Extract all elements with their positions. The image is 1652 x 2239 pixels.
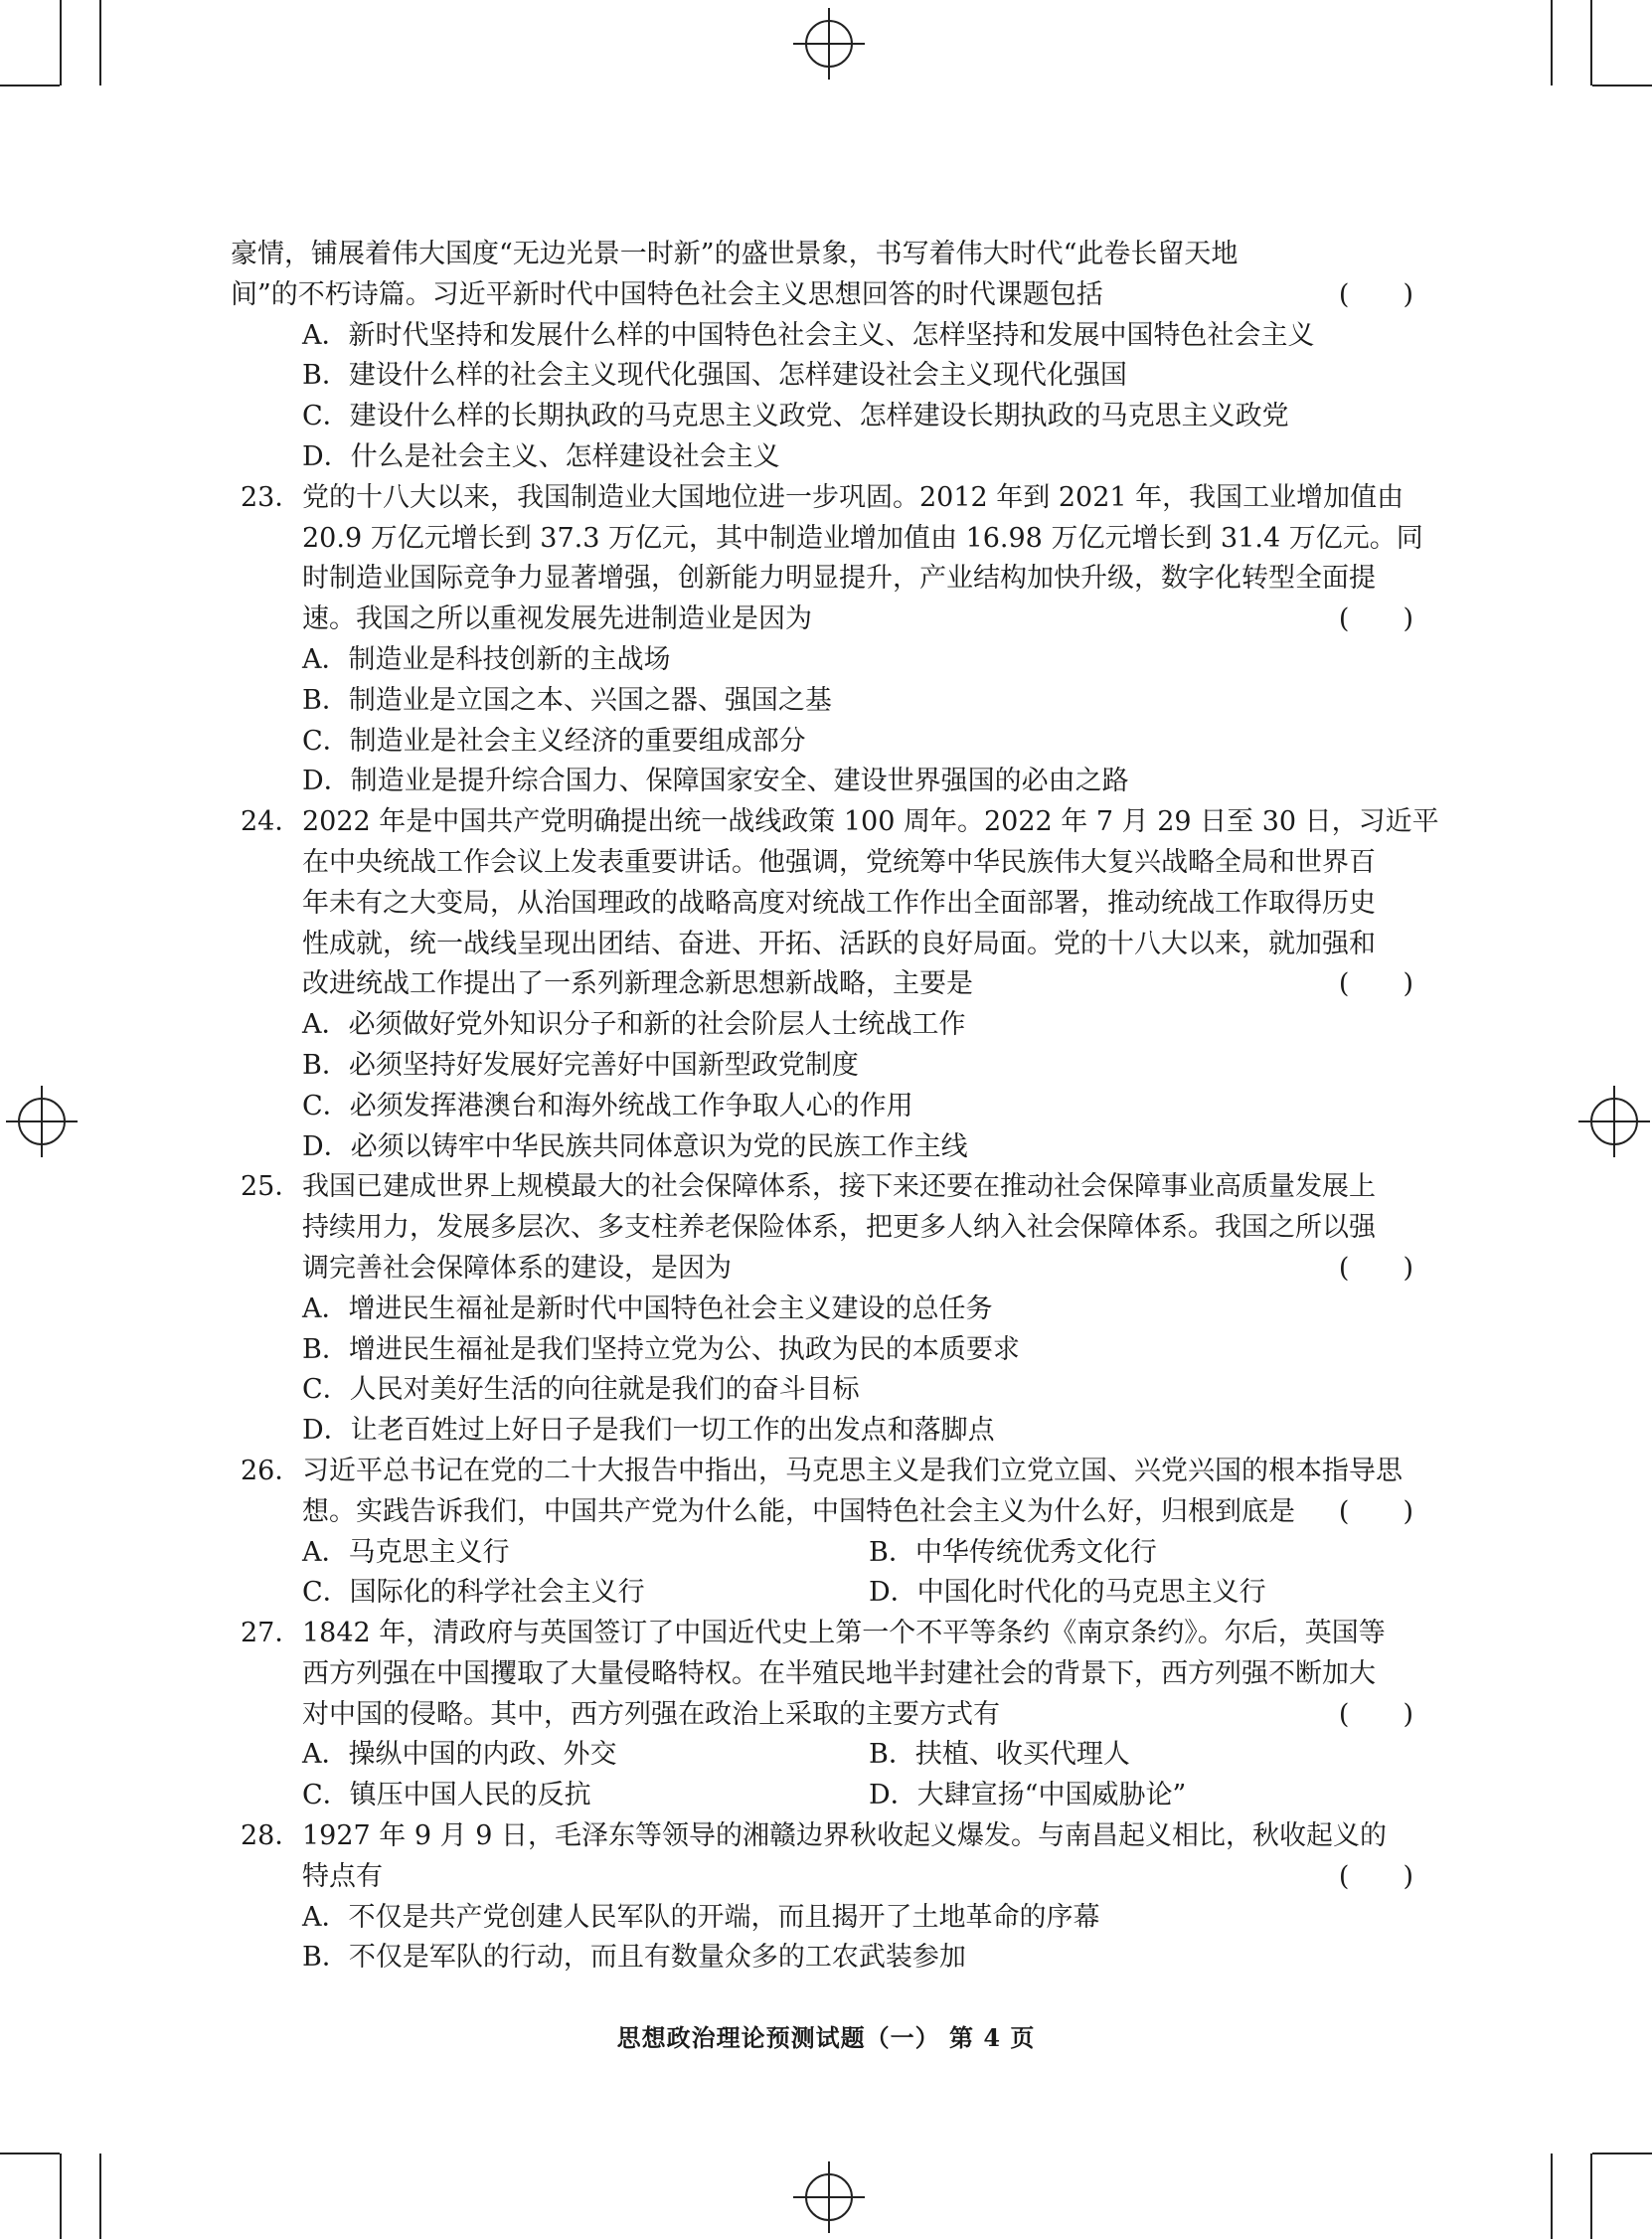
option-c: C．建设什么样的长期执政的马克思主义政党、怎样建设长期执政的马克思主义政党 bbox=[302, 401, 1289, 432]
page-footer: 思想政治理论预测试题（一） 第 4 页 bbox=[616, 2023, 1036, 2052]
option-b: B．扶植、收买代理人 bbox=[869, 1739, 1130, 1771]
question-28-line: 特点有 ( ) bbox=[231, 1857, 1413, 1898]
registration-mark-top bbox=[805, 20, 853, 68]
option-c: C．制造业是社会主义经济的重要组成部分 bbox=[302, 725, 806, 757]
option-a: A．必须做好党外知识分子和新的社会阶层人士统战工作 bbox=[302, 1009, 966, 1041]
question-26-line: 想。实践告诉我们，中国共产党为什么能，中国特色社会主义为什么好，归根到底是 ( ) bbox=[231, 1492, 1413, 1533]
question-25-line: 25． 我国已建成世界上规模最大的社会保障体系，接下来还要在推动社会保障事业高质量发展上 bbox=[231, 1167, 1413, 1208]
question-24-line: 在中央统战工作会议上发表重要讲话。他强调，党统筹中华民族伟大复兴战略全局和世界百 bbox=[302, 846, 1376, 878]
question-27-line: 对中国的侵略。其中，西方列强在政治上采取的主要方式有 ( ) bbox=[231, 1695, 1413, 1736]
options-row bbox=[231, 1573, 1413, 1614]
question-number: 27． bbox=[241, 1618, 302, 1649]
option-d: D．中国化时代化的马克思主义行 bbox=[869, 1577, 1266, 1609]
question-24-line: 年未有之大变局，从治国理政的战略高度对统战工作作出全面部署，推动统战工作取得历史 bbox=[302, 887, 1376, 919]
option-a: A．制造业是科技创新的主战场 bbox=[302, 643, 671, 675]
option-c: C．国际化的科学社会主义行 bbox=[302, 1577, 645, 1609]
question-text-line: 豪情，铺展着伟大国度“无边光景一时新”的盛世景象，书写着伟大时代“此卷长留天地 bbox=[231, 239, 1239, 269]
answer-paren: ( ) bbox=[1338, 1252, 1413, 1284]
question-24-line: 改进统战工作提出了一系列新理念新思想新战略，主要是 ( ) bbox=[231, 964, 1413, 1005]
crop-mark bbox=[1590, 0, 1592, 86]
crop-mark bbox=[0, 85, 60, 86]
question-24-line: 24． 2022 年是中国共产党明确提出统一战线政策 100 周年。2022 年 7 月 29 日至 30 日，习近平 bbox=[231, 802, 1413, 843]
crop-mark bbox=[1590, 2153, 1592, 2239]
crop-mark bbox=[60, 2153, 62, 2239]
crop-mark bbox=[1551, 2153, 1553, 2239]
options-row bbox=[231, 1776, 1413, 1816]
question-number: 25． bbox=[241, 1171, 302, 1203]
crop-mark bbox=[99, 0, 101, 86]
question-24-line: 性成就，统一战线呈现出团结、奋进、开拓、活跃的良好局面。党的十八大以来，就加强和 bbox=[302, 928, 1376, 959]
option-b: B．必须坚持好发展好完善好中国新型政党制度 bbox=[302, 1049, 859, 1081]
options-row bbox=[231, 1735, 1413, 1776]
question-27-line: 西方列强在中国攫取了大量侵略特权。在半殖民地半封建社会的背景下，西方列强不断加大 bbox=[302, 1657, 1376, 1689]
registration-mark-left bbox=[18, 1098, 66, 1145]
crop-mark bbox=[99, 2153, 101, 2239]
option-c: C．必须发挥港澳台和海外统战工作争取人心的作用 bbox=[302, 1090, 913, 1121]
question-26-line: 26． 习近平总书记在党的二十大报告中指出，马克思主义是我们立党立国、兴党兴国的根本指导思 bbox=[231, 1452, 1413, 1492]
option-a: A．新时代坚持和发展什么样的中国特色社会主义、怎样坚持和发展中国特色社会主义 bbox=[302, 319, 1315, 351]
option-d: D．什么是社会主义、怎样建设社会主义 bbox=[302, 440, 780, 472]
answer-paren: ( ) bbox=[1338, 1495, 1413, 1527]
option-d: D．制造业是提升综合国力、保障国家安全、建设世界强国的必由之路 bbox=[302, 766, 1129, 797]
registration-mark-bottom bbox=[805, 2173, 853, 2221]
question-23-line: 速。我国之所以重视发展先进制造业是因为 ( ) bbox=[231, 600, 1413, 640]
question-number: 24． bbox=[241, 806, 302, 838]
answer-paren: ( ) bbox=[1338, 968, 1413, 1000]
option-b: B．增进民生福祉是我们坚持立党为公、执政为民的本质要求 bbox=[302, 1333, 1020, 1365]
question-27-line: 27． 1842 年，清政府与英国签订了中国近代史上第一个不平等条约《南京条约》。尔后，英国等 bbox=[231, 1614, 1413, 1654]
question-number: 28． bbox=[241, 1820, 302, 1852]
question-23-line: 20.9 万亿元增长到 37.3 万亿元，其中制造业增加值由 16.98 万亿元增长到 31.4 万亿元。同 bbox=[302, 522, 1423, 554]
crop-mark bbox=[60, 0, 62, 86]
question-number: 23． bbox=[241, 481, 302, 513]
answer-paren: ( ) bbox=[1338, 278, 1413, 310]
crop-mark bbox=[0, 2153, 60, 2154]
option-a: A．马克思主义行 bbox=[302, 1536, 510, 1568]
crop-mark bbox=[1551, 0, 1553, 86]
option-b: B．中华传统优秀文化行 bbox=[869, 1536, 1157, 1568]
option-b: B．制造业是立国之本、兴国之器、强国之基 bbox=[302, 684, 832, 716]
answer-paren: ( ) bbox=[1338, 603, 1413, 635]
option-a: A．增进民生福祉是新时代中国特色社会主义建设的总任务 bbox=[302, 1292, 993, 1324]
question-25-line: 调完善社会保障体系的建设，是因为 ( ) bbox=[231, 1249, 1413, 1290]
option-d: D．让老百姓过上好日子是我们一切工作的出发点和落脚点 bbox=[302, 1415, 995, 1447]
option-d: D．必须以铸牢中华民族共同体意识为党的民族工作主线 bbox=[302, 1130, 968, 1162]
option-d: D．大肆宣扬“中国威胁论” bbox=[869, 1780, 1187, 1811]
crop-mark bbox=[1592, 2153, 1652, 2154]
option-b: B．建设什么样的社会主义现代化强国、怎样建设社会主义现代化强国 bbox=[302, 360, 1127, 392]
question-text-line: 间”的不朽诗篇。习近平新时代中国特色社会主义思想回答的时代课题包括 ( ) bbox=[231, 275, 1413, 316]
options-row bbox=[231, 1533, 1413, 1574]
registration-mark-right bbox=[1590, 1098, 1638, 1145]
question-23-line: 23． 党的十八大以来，我国制造业大国地位进一步巩固。2012 年到 2021 年，我国工业增加值由 bbox=[231, 478, 1413, 519]
option-b: B．不仅是军队的行动，而且有数量众多的工农武装参加 bbox=[302, 1942, 966, 1974]
answer-paren: ( ) bbox=[1338, 1860, 1413, 1892]
answer-paren: ( ) bbox=[1338, 1698, 1413, 1730]
option-a: A．不仅是共产党创建人民军队的开端，而且揭开了土地革命的序幕 bbox=[302, 1901, 1100, 1933]
option-a: A．操纵中国的内政、外交 bbox=[302, 1739, 617, 1771]
question-28-line: 28． 1927 年 9 月 9 日，毛泽东等领导的湘赣边界秋收起义爆发。与南昌起义相比，秋收起义的 bbox=[231, 1816, 1413, 1857]
question-23-line: 时制造业国际竞争力显著增强，创新能力明显提升，产业结构加快升级，数字化转型全面提 bbox=[302, 563, 1376, 595]
option-c: C．人民对美好生活的向往就是我们的奋斗目标 bbox=[302, 1374, 860, 1406]
option-c: C．镇压中国人民的反抗 bbox=[302, 1780, 591, 1811]
crop-mark bbox=[1592, 85, 1652, 86]
question-content bbox=[231, 235, 1439, 1979]
question-number: 26． bbox=[241, 1455, 302, 1486]
question-25-line: 持续用力，发展多层次、多支柱养老保险体系，把更多人纳入社会保障体系。我国之所以强 bbox=[302, 1212, 1376, 1244]
